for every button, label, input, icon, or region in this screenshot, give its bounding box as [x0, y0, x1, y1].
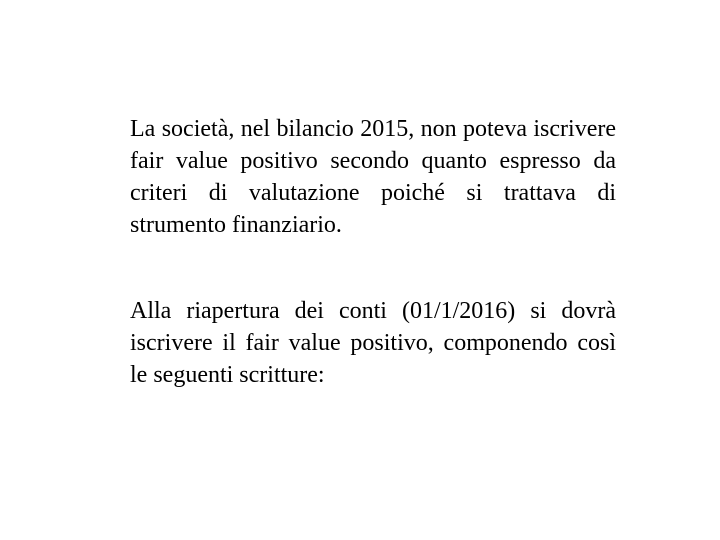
paragraph-riapertura-conti	[130, 295, 616, 391]
paragraph-text: Alla riapertura dei conti (01/1/2016) si dovrà iscrivere il fair value positivo, componendo così le seguenti scritture:	[130, 298, 616, 388]
paragraph-text: La società, nel bilancio 2015, non poteva iscrivere fair value positivo secondo quanto espresso da criteri di valutazione poiché si trattava di strumento finanziario.	[130, 116, 616, 238]
paragraph-fair-value-2015	[130, 113, 616, 241]
